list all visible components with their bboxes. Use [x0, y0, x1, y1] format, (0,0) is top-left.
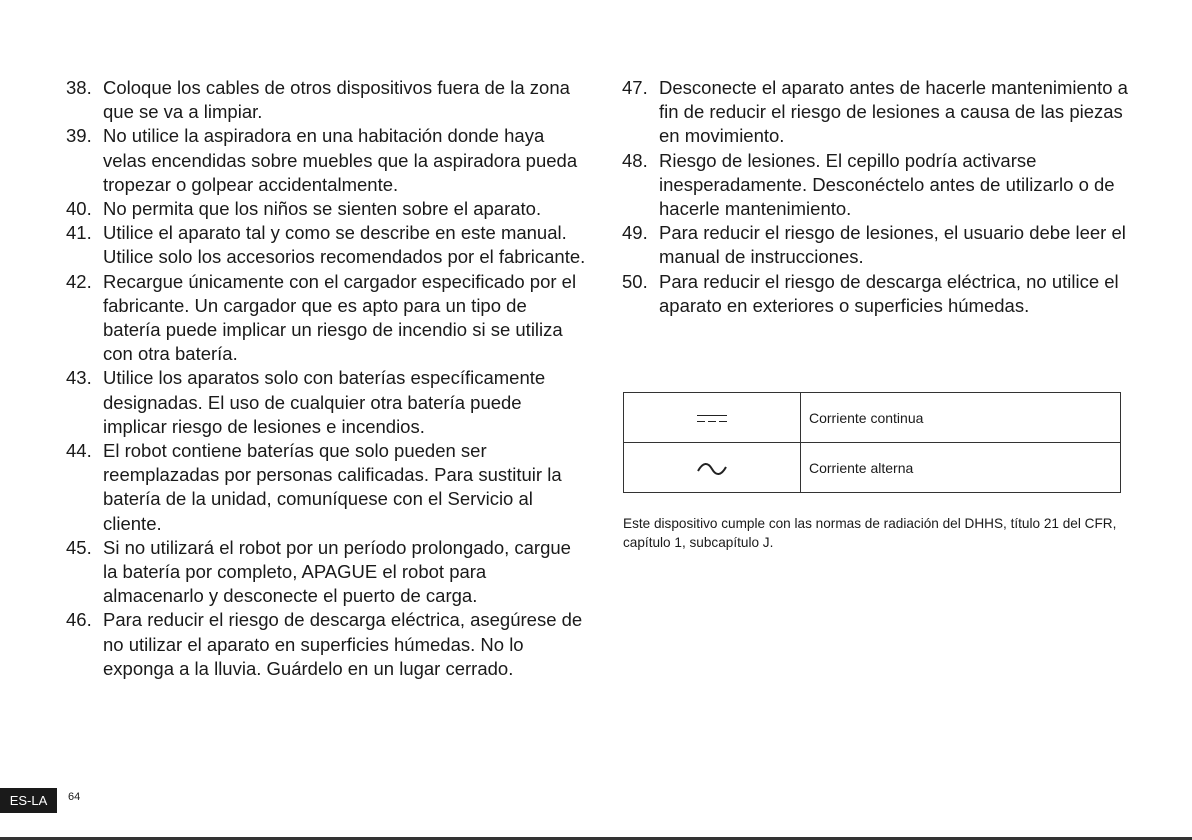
safety-list-right — [622, 76, 1142, 318]
list-item — [66, 608, 586, 681]
item-number: 45. — [66, 536, 92, 558]
list-item — [622, 76, 1142, 149]
safety-list-left — [66, 76, 586, 681]
left-column — [66, 76, 586, 681]
alternating-current-icon — [697, 461, 727, 477]
item-number: 47. — [622, 77, 648, 98]
symbol-label: Corriente continua — [801, 393, 1121, 443]
item-text: Para reducir el riesgo de descarga eléctrica, asegúrese de no utilizar el aparato en superficies húmedas. No lo exponga a la lluvia. Guárdelo en un lugar cerrado. — [103, 609, 583, 679]
compliance-note: Este dispositivo cumple con las normas de radiación del DHHS, título 21 del CFR, capítulo 1, subcapítulo J. — [623, 516, 1117, 550]
list-item — [66, 366, 586, 439]
list-item — [622, 221, 1142, 269]
item-text: Utilice los aparatos solo con baterías específicamente designadas. El uso de cualquier otra batería puede implicar riesgo de lesiones e incendios. — [103, 367, 546, 437]
item-number: 39. — [66, 125, 92, 147]
list-item — [66, 76, 586, 124]
item-number: 43. — [66, 367, 92, 389]
item-text: Recargue únicamente con el cargador especificado por el fabricante. Un cargador que es apto para un tipo de batería puede implicar un riesgo de incendio si se utiliza con otra batería. — [103, 270, 577, 365]
list-item — [66, 221, 586, 269]
page-number: 64 — [68, 791, 81, 803]
list-item — [66, 197, 586, 221]
item-text: No permita que los niños se sienten sobre el aparato. — [103, 198, 542, 220]
item-number: 49. — [622, 222, 648, 244]
right-column — [622, 76, 1142, 318]
item-number: 40. — [66, 198, 92, 220]
item-text: Para reducir el riesgo de descarga eléctrica, no utilice el aparato en exteriores o superficies húmedas. — [659, 270, 1119, 316]
list-item — [622, 270, 1142, 318]
table-row — [624, 393, 1121, 443]
direct-current-icon — [697, 413, 727, 425]
item-number: 46. — [66, 609, 92, 631]
item-number: 44. — [66, 440, 92, 462]
item-text: El robot contiene baterías que solo pueden ser reemplazadas por personas calificadas. Para sustituir la batería de la unidad, comuníquese con el Servicio al cliente. — [103, 440, 562, 534]
list-item — [66, 536, 586, 609]
list-item — [66, 270, 586, 367]
list-item — [66, 124, 586, 197]
item-text: No utilice la aspiradora en una habitación donde haya velas encendidas sobre muebles que la aspiradora pueda tropezar o golpear accidentalmente. — [103, 125, 578, 195]
item-text: Utilice el aparato tal y como se describe en este manual. Utilice solo los accesorios recomendados por el fabricante. — [103, 222, 586, 268]
table-row — [624, 443, 1121, 493]
item-number: 38. — [66, 77, 92, 98]
item-text: Desconecte el aparato antes de hacerle mantenimiento a fin de reducir el riesgo de lesiones a causa de las piezas en movimiento. — [659, 77, 1128, 147]
locale-badge: ES-LA — [0, 788, 57, 813]
item-number: 41. — [66, 222, 92, 244]
item-text: Coloque los cables de otros dispositivos fuera de la zona que se va a limpiar. — [103, 77, 570, 123]
item-text: Riesgo de lesiones. El cepillo podría activarse inesperadamente. Desconéctelo antes de utilizarlo o de hacerle mantenimiento. — [659, 149, 1115, 220]
list-item — [622, 149, 1142, 222]
item-number: 42. — [66, 270, 92, 292]
symbol-label: Corriente alterna — [801, 443, 1121, 493]
item-text: Para reducir el riesgo de lesiones, el usuario debe leer el manual de instrucciones. — [659, 222, 1126, 268]
symbols-table — [623, 392, 1121, 493]
symbol-cell — [624, 443, 801, 493]
item-text: Si no utilizará el robot por un período prolongado, cargue la batería por completo, APAGUE el robot para almacenarlo y desconecte el puerto de carga. — [103, 536, 571, 607]
list-item — [66, 439, 586, 536]
item-number: 48. — [622, 149, 648, 171]
item-number: 50. — [622, 270, 648, 292]
symbol-cell — [624, 393, 801, 443]
